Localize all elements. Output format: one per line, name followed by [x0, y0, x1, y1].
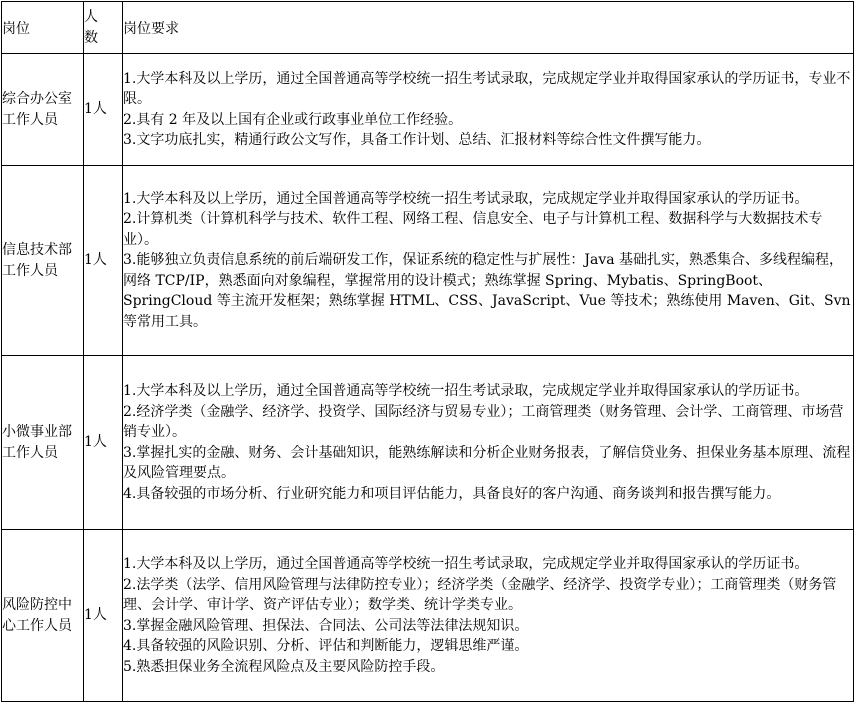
- header-requirements: 岗位要求: [123, 2, 854, 54]
- requirements-cell: [123, 530, 854, 702]
- post-name: 信息技术部工作人员: [2, 166, 84, 356]
- requirement-item: 2.具有 2 年及以上国有企业或行政事业单位工作经验。: [123, 111, 463, 128]
- header-post: 岗位: [2, 2, 84, 54]
- headcount: 1人: [84, 54, 123, 166]
- requirement-item: 4.具备较强的风险识别、分析、评估和判断能力，逻辑思维严谨。: [123, 638, 529, 654]
- requirement-item: 1.大学本科及以上学历，通过全国普通高等学校统一招生考试录取，完成规定学业并取得国家承认的学历证书。: [123, 383, 809, 399]
- requirement-item: 1.大学本科及以上学历，通过全国普通高等学校统一招生考试录取，完成规定学业并取得国家承认的学历证书。: [123, 190, 809, 207]
- requirements-cell: [123, 54, 854, 166]
- requirements-cell: [123, 356, 854, 530]
- requirement-item: 2.计算机类（计算机科学与技术、软件工程、网络工程、信息安全、电子与计算机工程、数据科学与大数据技术专业）。: [123, 211, 823, 248]
- requirements-cell: [123, 166, 854, 356]
- header-count-line1: 人: [84, 8, 98, 25]
- table-row: [2, 54, 854, 166]
- table-row: [2, 356, 854, 530]
- requirement-item: 3.文字功底扎实，精通行政公文写作，具备工作计划、总结、汇报材料等综合性文件撰写能力。: [123, 132, 711, 148]
- requirement-item: 2.经济学类（金融学、经济学、投资学、国际经济与贸易专业）；工商管理类（财务管理、会计学、工商管理、市场营销专业）。: [123, 403, 844, 440]
- post-name: 综合办公室工作人员: [2, 54, 84, 166]
- requirement-item: 3.掌握金融风险管理、担保法、合同法、公司法等法律法规知识。: [123, 617, 529, 634]
- requirement-item: 2.法学类（法学、信用风险管理与法律防控专业）；经济学类（金融学、经济学、投资学专业）；工商管理类（财务管理、会计学、审计学、资产评估专业）；数学类、统计学类专业。: [123, 576, 837, 613]
- header-row: [2, 2, 854, 54]
- headcount: 1人: [84, 166, 123, 356]
- table-row: [2, 166, 854, 356]
- job-requirements-table: [1, 1, 854, 702]
- requirement-item: 3.能够独立负责信息系统的前后端研发工作，保证系统的稳定性与扩展性：Java 基础扎实，熟悉集合、多线程编程，网络 TCP/IP，熟悉面向对象编程，掌握常用的设计模式；熟练掌握 Spring、Mybatis、SpringBoot、SpringCloud 等主流开发框架；熟练掌握 HTML、CSS、JavaScript、Vue 等技术；熟练使用 Maven、Git、Svn 等常用工具。: [123, 252, 851, 330]
- requirement-item: 5.熟悉担保业务全流程风险点及主要风险防控手段。: [123, 658, 445, 675]
- table-row: [2, 530, 854, 702]
- headcount: 1人: [84, 356, 123, 530]
- requirement-item: 3.掌握扎实的金融、财务、会计基础知识，能熟练解读和分析企业财务报表，了解信贷业务、担保业务基本原理、流程及风险管理要点。: [123, 444, 851, 481]
- header-count-line2: 数: [84, 29, 98, 46]
- post-name: 风险防控中心工作人员: [2, 530, 84, 702]
- post-name: 小微事业部工作人员: [2, 356, 84, 530]
- requirement-item: 4.具备较强的市场分析、行业研究能力和项目评估能力，具备良好的客户沟通、商务谈判和报告撰写能力。: [123, 485, 781, 502]
- header-count: [84, 2, 123, 54]
- requirement-item: 1.大学本科及以上学历，通过全国普通高等学校统一招生考试录取，完成规定学业并取得国家承认的学历证书。: [123, 556, 809, 572]
- requirement-item: 1.大学本科及以上学历，通过全国普通高等学校统一招生考试录取，完成规定学业并取得国家承认的学历证书，专业不限。: [123, 70, 851, 107]
- headcount: 1人: [84, 530, 123, 702]
